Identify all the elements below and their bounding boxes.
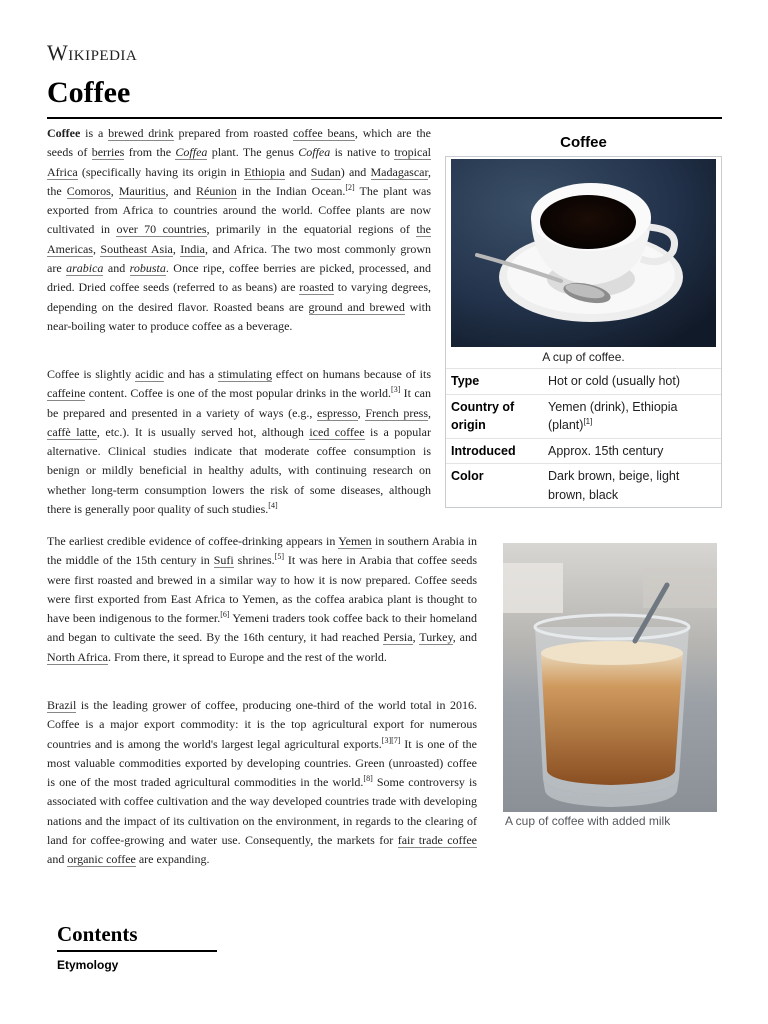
link-espresso[interactable]: espresso (317, 405, 358, 420)
text-run: in southern Arabia in the middle of the 15th century in (47, 534, 477, 568)
link-r-union[interactable]: Réunion (196, 183, 237, 198)
text-run: and has a (163, 367, 218, 381)
title-divider (47, 117, 722, 119)
coffee-cup-image[interactable] (451, 159, 716, 347)
link-arabica[interactable]: arabica (66, 261, 104, 276)
link-sudan[interactable]: Sudan (310, 164, 341, 179)
link-north-africa[interactable]: North Africa (47, 649, 108, 664)
text-run: , (357, 405, 366, 420)
text-run: , (110, 183, 119, 198)
text-run: , (172, 241, 181, 256)
link-roasted[interactable]: roasted (299, 280, 334, 295)
text-run: , primarily in the equatorial regions of (206, 222, 417, 237)
infobox-frame (445, 156, 722, 508)
link-india[interactable]: India (180, 241, 205, 256)
contents-title: Contents (57, 922, 138, 946)
link-the-americas[interactable]: the Americas (47, 222, 432, 256)
infobox-value-text: Dark brown, beige, light brown, black (548, 469, 680, 502)
text-run: The plant was exported from Africa to countries around the world. Coffee plants are now cultivated in (47, 183, 431, 237)
link-turkey[interactable]: Turkey (419, 630, 453, 645)
text-run: , etc.). It is usually served hot, although (96, 424, 310, 439)
wikipedia-logo[interactable]: Wikipedia (47, 40, 138, 65)
infobox-row-color (446, 463, 721, 507)
citation-ref[interactable]: [3] (381, 735, 392, 745)
bold-term: Coffee (47, 126, 81, 140)
text-run: and (47, 852, 68, 867)
paragraph-history (47, 532, 477, 667)
link-acidic[interactable]: acidic (135, 367, 164, 381)
link-ethiopia[interactable]: Ethiopia (244, 164, 285, 179)
text-run: , (428, 405, 432, 420)
link-brewed-drink[interactable]: brewed drink (108, 126, 174, 140)
text-run: ) and (340, 164, 371, 179)
citation-ref[interactable]: [4] (268, 501, 278, 511)
contents-divider (57, 950, 217, 952)
infobox-value (543, 395, 721, 438)
citation-ref[interactable]: [8] (363, 774, 373, 784)
infobox-label: Country of origin (451, 399, 515, 432)
text-run: effect on humans because of its (271, 367, 431, 381)
link-caffeine[interactable]: caffeine (47, 386, 86, 401)
link-comoros[interactable]: Comoros (66, 183, 111, 198)
infobox (445, 130, 722, 508)
text-run: from the (124, 145, 176, 160)
link-southeast-asia[interactable]: Southeast Asia (100, 241, 173, 256)
citation-ref[interactable]: [7] (391, 735, 401, 745)
text-run: , (92, 241, 101, 256)
citation-ref[interactable]: [3] (391, 385, 401, 395)
text-run: , and (165, 183, 197, 198)
infobox-title: Coffee (560, 134, 607, 151)
text-run: Coffee is slightly (47, 367, 136, 381)
infobox-value-text: Hot or cold (usually hot) (548, 374, 681, 388)
link-iced-coffee[interactable]: iced coffee (309, 424, 365, 439)
text-run: , which are the seeds of (47, 126, 431, 160)
figure-coffee-with-milk (503, 543, 717, 828)
citation-ref[interactable]: [1] (583, 416, 593, 426)
text-run: , the (47, 164, 431, 198)
citation-ref[interactable]: [6] (220, 610, 230, 620)
text-run: are expanding. (135, 852, 210, 867)
link-persia[interactable]: Persia (383, 630, 413, 645)
link-robusta[interactable]: robusta (129, 261, 166, 276)
text-run: . Once ripe, coffee berries are picked, processed, and dried. Dried coffee seeds (referred to as beans) are (47, 261, 432, 295)
text-run: It can be prepared and presented in a variety of ways (e.g., (47, 386, 431, 420)
infobox-image-caption: A cup of coffee. (542, 350, 625, 364)
link-coffea[interactable]: Coffea (175, 145, 208, 160)
link-organic-coffee[interactable]: organic coffee (67, 852, 136, 867)
italic-term: Coffea (298, 145, 331, 160)
link-stimulating[interactable]: stimulating (217, 367, 272, 381)
text-run: (specifically having its origin in (77, 164, 245, 179)
citation-ref[interactable]: [2] (345, 182, 355, 192)
text-run: , and Africa. The two most commonly grown are (47, 241, 432, 276)
text-run: Some controversy is associated with coffee cultivation and the way developed countries trade with developing nations and the impact of its cultivation on the environment, in regards to the clearing of land for coffee-growing and water use. Consequently, the markets for (47, 775, 477, 848)
coffee-with-milk-image[interactable] (503, 543, 717, 812)
infobox-row-introduced (446, 438, 721, 464)
text-run: in the Indian Ocean. (236, 183, 346, 198)
text-run: It is one of the most valuable commodities exported by developing countries. Green (unroasted) coffee is one of the most traded agricultural commodities in the world. (47, 736, 477, 790)
infobox-value (543, 369, 721, 394)
text-run: is the leading grower of coffee, producing one-third of the world total in 2016. Coffee is a major export commodity: it is the top agricultural export for numerous countries and is among the world's largest legal agricultural exports. (47, 698, 477, 751)
text-run: , and (452, 630, 477, 645)
text-run: plant. The genus (207, 145, 299, 160)
infobox-label: Color (451, 469, 484, 483)
infobox-rows (446, 368, 721, 507)
infobox-label: Type (451, 374, 480, 388)
link-yemen[interactable]: Yemen (338, 534, 372, 548)
link-mauritius[interactable]: Mauritius (118, 183, 166, 198)
text-run: and (103, 261, 130, 276)
link-tropical-africa[interactable]: tropical Africa (47, 145, 431, 179)
text-run: is a popular alternative. Clinical studies indicate that moderate coffee consumption is benign or mildly beneficial in healthy adults, with continuing research on whether long-term consumption lowers the risk of some diseases, although there is generally poor quality of such studies. (47, 424, 431, 517)
link-madagascar[interactable]: Madagascar (370, 164, 428, 179)
link-brazil[interactable]: Brazil (47, 698, 77, 712)
paragraph-consumption (47, 365, 431, 519)
paragraph-trade (47, 696, 477, 870)
page-title: Coffee (47, 76, 131, 109)
figure-caption: A cup of coffee with added milk (505, 814, 671, 828)
text-run: and (284, 164, 311, 179)
text-run: with near-boiling water to produce coffee as a beverage. (47, 299, 432, 333)
text-run: is a (80, 126, 109, 140)
text-run: is native to (330, 145, 395, 160)
text-run: The earliest credible evidence of coffee-drinking appears in (47, 534, 339, 548)
link-berries[interactable]: berries (91, 145, 125, 160)
citation-ref[interactable]: [5] (274, 552, 284, 562)
text-run: content. Coffee is one of the most popular drinks in the world. (85, 386, 392, 401)
link-caff-latte[interactable]: caffè latte (47, 424, 97, 439)
infobox-row-type (446, 368, 721, 394)
infobox-row-country-of-origin (446, 394, 721, 438)
link-fair-trade-coffee[interactable]: fair trade coffee (397, 833, 477, 848)
infobox-value (543, 464, 721, 507)
link-french-press[interactable]: French press (365, 405, 429, 420)
infobox-value-text: Approx. 15th century (548, 443, 664, 458)
infobox-value-text: Yemen (drink), Ethiopia (plant) (548, 399, 678, 432)
text-run: , (412, 630, 420, 645)
text-run: . From there, it spread to Europe and the rest of the world. (107, 649, 387, 664)
contents-item-etymology[interactable]: Etymology (57, 958, 119, 972)
text-run: to varying degrees, depending on the desired flavor. Roasted beans are (47, 280, 432, 314)
infobox-label: Introduced (451, 443, 516, 458)
link-over-70-countries[interactable]: over 70 countries (116, 222, 207, 237)
link-ground-and-brewed[interactable]: ground and brewed (308, 299, 405, 314)
text-run: It was here in Arabia that coffee seeds were first roasted and brewed in a similar way to how it is now prepared. Coffee seeds were first exported from East Africa to Yemen, as the coffea arabica plant is thought to have been indigenous to the former. (47, 553, 478, 626)
link-coffee-beans[interactable]: coffee beans (292, 126, 355, 140)
text-run: shrines. (233, 553, 275, 568)
paragraph-intro (47, 124, 431, 336)
infobox-value (543, 439, 721, 464)
text-run: prepared from roasted (173, 126, 293, 140)
text-run: Yemeni traders took coffee back to their homeland and began to cultivate the seed. By the 16th century, it had reached (47, 611, 478, 645)
link-sufi[interactable]: Sufi (213, 553, 234, 568)
